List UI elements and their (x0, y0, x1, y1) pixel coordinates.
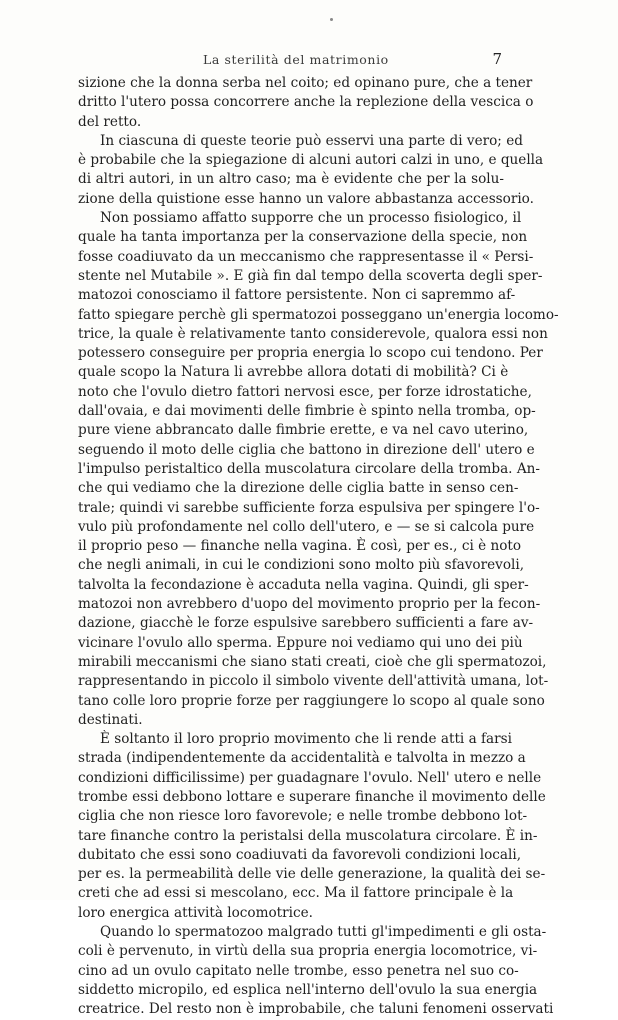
text-line: seguendo il moto delle ciglia che battono in direzione dell' utero e (78, 441, 535, 458)
text-line: cino ad un ovulo capitato nelle trombe, esso penetra nel suo co- (78, 962, 519, 979)
text-line: mirabili meccanismi che siano stati creati, cioè che gli spermatozoi, (78, 653, 547, 670)
text-line: dubitato che essi sono coadiuvati da favorevoli condizioni locali, (78, 846, 522, 863)
text-line: loro energica attività locomotrice. (78, 904, 313, 921)
text-line: zione della quistione esse hanno un valore abbastanza accessorio. (78, 190, 534, 207)
text-line: talvolta la fecondazione è accaduta nella vagina. Quindi, gli sper- (78, 576, 529, 593)
text-line: trice, la quale è relativamente tanto considerevole, qualora essi non (78, 325, 548, 342)
text-line: fosse coadiuvato da un meccanismo che rappresentasse il « Persi- (78, 248, 534, 265)
body-text (78, 74, 559, 1020)
text-line: strada (indipendentemente da accidentalità e talvolta in mezzo a (78, 750, 526, 767)
text-line: è probabile che la spiegazione di alcuni autori calzi in uno, e quella (78, 152, 544, 169)
text-line: il proprio peso — finanche nella vagina. È così, per es., ci è noto (78, 538, 522, 555)
text-line: quale scopo la Natura li avrebbe allora dotati di mobilità? Ci è (78, 364, 509, 381)
text-line: rappresentando in piccolo il simbolo vivente dell'attività umana, lot- (78, 673, 549, 690)
text-line: per es. la permeabilità delle vie delle generazione, la qualità dei se- (78, 866, 546, 883)
text-line: creti che ad essi si mescolano, ecc. Ma il fattore principale è la (78, 885, 514, 902)
text-line: destinati. (78, 711, 143, 728)
text-line: matozoi conosciamo il fattore persistente. Non ci sapremmo af- (78, 287, 516, 304)
text-line: coli è pervenuto, in virtù della sua propria energia locomotrice, vi- (78, 943, 538, 960)
text-line: dazione, giacchè le forze espulsive sarebbero sufficienti a fare av- (78, 615, 534, 632)
text-line: fatto spiegare perchè gli spermatozoi posseggano un'energia locomo- (78, 306, 559, 323)
text-line: vicinare l'ovulo allo sperma. Eppure noi vediamo qui uno dei più (78, 634, 523, 651)
text-line: di altri autori, in un altro caso; ma è evidente che per la solu- (78, 171, 504, 188)
text-line: vulo più profondamente nel collo dell'utero, e — se si calcola pure (78, 518, 535, 535)
text-line: dritto l'utero possa concorrere anche la replezione della vescica o (78, 94, 534, 111)
text-line: che negli animali, in cui le condizioni sono molto più sfavorevoli, (78, 557, 525, 574)
text-line: del retto. (78, 113, 142, 130)
text-line: condizioni difficilissime) per guadagnare l'ovulo. Nell' utero e nelle (78, 769, 542, 786)
text-line: quale ha tanta importanza per la conservazione della specie, non (78, 229, 528, 246)
text-line: Non possiamo affatto supporre che un processo fisiologico, il (100, 210, 522, 227)
text-line: stente nel Mutabile ». E già fin dal tempo della scoverta degli sper- (78, 267, 543, 284)
text-line: ciglia che non riesce loro favorevole; e nelle trombe debbono lot- (78, 808, 528, 825)
text-line: dall'ovaia, e dai movimenti delle fimbrie è spinto nella tromba, op- (78, 403, 536, 420)
running-title: La sterilità del matrimonio (203, 52, 389, 67)
text-line: trale; quindi vi sarebbe sufficiente forza espulsiva per spingere l'o- (78, 499, 540, 516)
text-line: siddetto micropilo, ed esplica nell'interno dell'ovulo la sua energia (78, 981, 538, 998)
text-line: l'impulso peristaltico della muscolatura circolare della tromba. An- (78, 460, 540, 477)
text-line: matozoi non avrebbero d'uopo del movimento proprio per la fecon- (78, 596, 541, 613)
scan-speck (330, 18, 333, 21)
text-line: tare finanche contro la peristalsi della muscolatura circolare. È in- (78, 827, 538, 844)
text-line: pure viene abbrancato dalle fimbrie erette, e va nel cavo uterino, (78, 422, 529, 439)
text-line: sizione che la donna serba nel coito; ed opinano pure, che a tener (78, 75, 533, 91)
text-line: In ciascuna di queste teorie può esservi una parte di vero; ed (100, 132, 523, 149)
text-line: Quando lo spermatozoo malgrado tutti gl'impedimenti e gli osta- (100, 924, 547, 941)
page-header (78, 52, 502, 72)
text-line: creatrice. Del resto non è improbabile, che taluni fenomeni osservati (78, 1001, 554, 1018)
text-line: che qui vediamo che la direzione delle ciglia batte in senso cen- (78, 480, 519, 497)
page-number: 7 (492, 50, 502, 68)
text-line: potessero conseguire per propria energia lo scopo cui tendono. Per (78, 345, 543, 362)
text-line: trombe essi debbono lottare e superare finanche il movimento delle (78, 788, 546, 805)
text-line: noto che l'ovulo dietro fattori nervosi esce, per forze idrostatiche, (78, 383, 532, 400)
text-line: È soltanto il loro proprio movimento che li rende atti a farsi (100, 731, 512, 748)
text-line: tano colle loro proprie forze per raggiungere lo scopo al quale sono (78, 692, 545, 709)
